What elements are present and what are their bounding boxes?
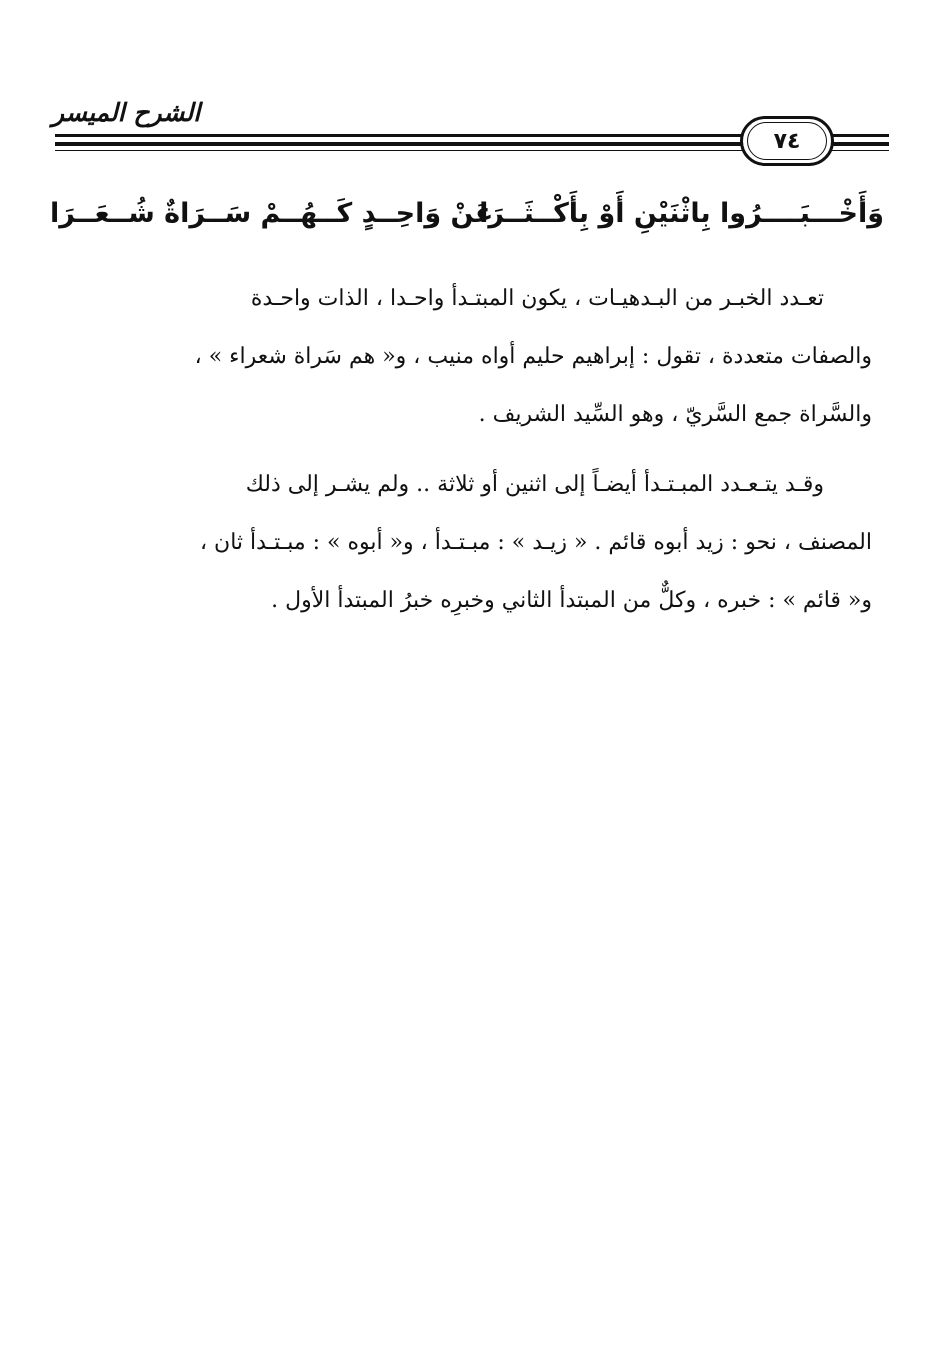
- paragraph-1: [55, 270, 872, 444]
- paragraph-line: وقـد يتـعـدد المبـتـدأ أيضـاً إلى اثنين أو ثلاثة .. ولم يشـر إلى ذلك: [245, 472, 824, 497]
- book-title: الشرح الميسر: [52, 98, 201, 127]
- running-header-title: [52, 98, 252, 127]
- verse-second-hemistich: عَنْ وَاحِــدٍ كَــهُــمْ سَــرَاةٌ شُــعَــرَا: [50, 198, 494, 229]
- paragraph-2: [55, 456, 872, 630]
- page-number: ٧٤: [773, 128, 801, 154]
- paragraph-line: و« قائم » : خبره ، وكلٌّ من المبتدأ الثاني وخبرِه خبرُ المبتدأ الأول .: [271, 588, 872, 613]
- paragraph-line: والصفات متعددة ، تقول : إبراهيم حليم أواه منيب ، و« هم سَراة شعراء » ،: [194, 344, 872, 369]
- poem-verse: [50, 192, 884, 248]
- page-number-badge: [740, 116, 834, 166]
- paragraph-line: المصنف ، نحو : زيد أبوه قائم . « زيـد » : مبـتـدأ ، و« أبوه » : مبـتـدأ ثان ،: [199, 530, 872, 555]
- paragraph-line: والسَّراة جمع السَّريّ ، وهو السِّيد الشريف .: [478, 402, 872, 427]
- paragraph-line: تعـدد الخبـر من البـدهيـات ، يكون المبتـدأ واحـدا ، الذات واحـدة: [250, 286, 824, 311]
- page-number-inner-oval: [747, 122, 827, 160]
- verse-first-hemistich: وَأَخْـــبَــــرُوا بِاثْنَيْنِ أَوْ بِأَكْــثَــرَا: [479, 198, 884, 229]
